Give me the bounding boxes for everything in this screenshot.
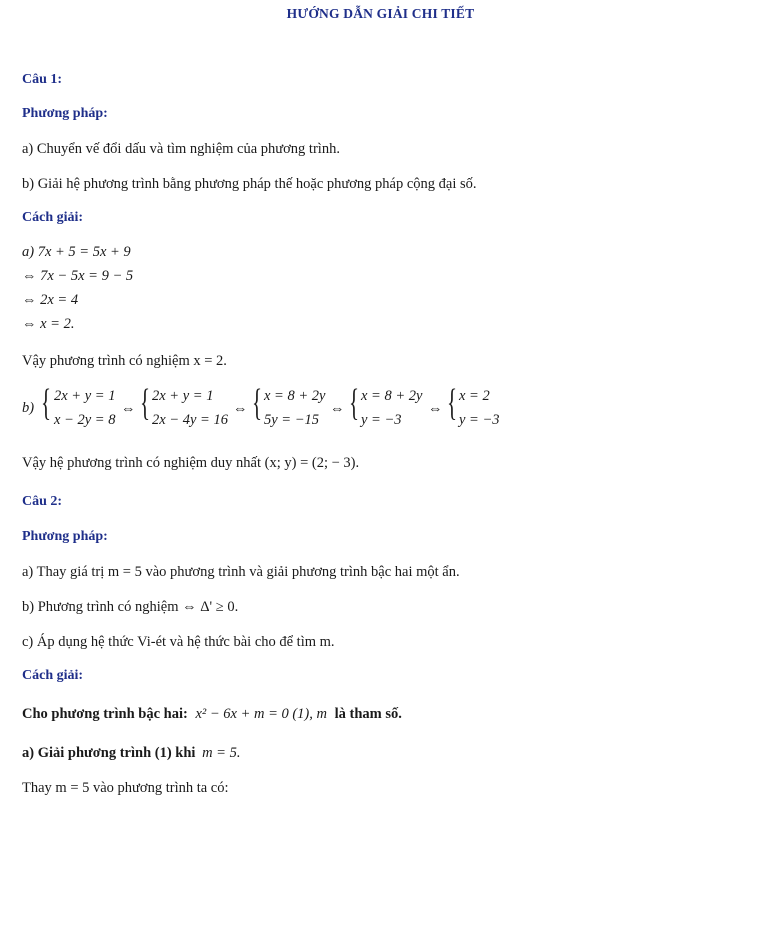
- system-3-bottom: 5y = −15: [264, 412, 320, 428]
- system-5-top: x = 2: [459, 388, 490, 404]
- q1-a-line-4: ⇔ x = 2.: [22, 316, 75, 332]
- q2-solution-heading: Cách giải:: [22, 668, 84, 683]
- iff-symbol: ⇔: [233, 401, 248, 417]
- system-3-top: x = 8 + 2y: [264, 388, 326, 404]
- q1-a-line-3: ⇔ 2x = 4: [22, 292, 79, 308]
- q1-a-conclusion: Vậy phương trình có nghiệm x = 2.: [22, 353, 227, 369]
- q1-a-line-1: a) 7x + 5 = 5x + 9: [22, 244, 131, 260]
- q1-method-b: b) Giải hệ phương trình bằng phương pháp thế hoặc phương pháp cộng đại số.: [22, 176, 477, 192]
- left-brace-icon: {: [41, 382, 52, 424]
- left-brace-icon: {: [252, 382, 263, 424]
- q2-part-a-heading-math: m = 5.: [202, 745, 241, 761]
- q1-b-conclusion: Vậy hệ phương trình có nghiệm duy nhất (x; y) = (2; − 3).: [22, 455, 360, 471]
- q1-b-label: b): [22, 400, 35, 416]
- left-brace-icon: {: [140, 382, 151, 424]
- q1-method-heading: Phương pháp:: [22, 106, 108, 121]
- iff-symbol: ⇔: [330, 401, 345, 417]
- q2-method-b: b) Phương trình có nghiệm ⇔ Δ' ≥ 0.: [22, 599, 239, 615]
- q2-method-c: c) Áp dụng hệ thức Vi-ét và hệ thức bài cho để tìm m.: [22, 634, 335, 650]
- q1-heading: Câu 1:: [22, 72, 63, 87]
- q2-given-prefix: Cho phương trình bậc hai:: [22, 706, 188, 722]
- page-title: HƯỚNG DẪN GIẢI CHI TIẾT: [286, 6, 475, 21]
- q2-method-heading: Phương pháp:: [22, 529, 108, 544]
- q2-method-a: a) Thay giá trị m = 5 vào phương trình và giải phương trình bậc hai một ẩn.: [22, 564, 460, 580]
- system-1-bottom: x − 2y = 8: [54, 412, 116, 428]
- system-2-top: 2x + y = 1: [152, 388, 214, 404]
- left-brace-icon: {: [447, 382, 458, 424]
- system-1-top: 2x + y = 1: [54, 388, 116, 404]
- system-2-bottom: 2x − 4y = 16: [152, 412, 228, 428]
- q2-part-a-heading-text: a) Giải phương trình (1) khi: [22, 745, 196, 761]
- q2-given-equation: x² − 6x + m = 0 (1), m: [195, 706, 327, 722]
- q2-heading: Câu 2:: [22, 494, 63, 509]
- left-brace-icon: {: [349, 382, 360, 424]
- system-4-top: x = 8 + 2y: [361, 388, 423, 404]
- system-5-bottom: y = −3: [459, 412, 500, 428]
- iff-symbol: ⇔: [121, 401, 136, 417]
- system-4-bottom: y = −3: [361, 412, 402, 428]
- q2-given: [22, 706, 402, 723]
- q1-method-a: a) Chuyển vế đổi dấu và tìm nghiệm của phương trình.: [22, 141, 340, 157]
- q2-substitute: Thay m = 5 vào phương trình ta có:: [22, 780, 229, 796]
- q1-solution-heading: Cách giải:: [22, 210, 84, 225]
- q2-part-a-heading: [22, 745, 240, 762]
- q1-a-line-2: ⇔ 7x − 5x = 9 − 5: [22, 268, 134, 284]
- q2-given-suffix: là tham số.: [334, 706, 402, 722]
- iff-symbol: ⇔: [428, 401, 443, 417]
